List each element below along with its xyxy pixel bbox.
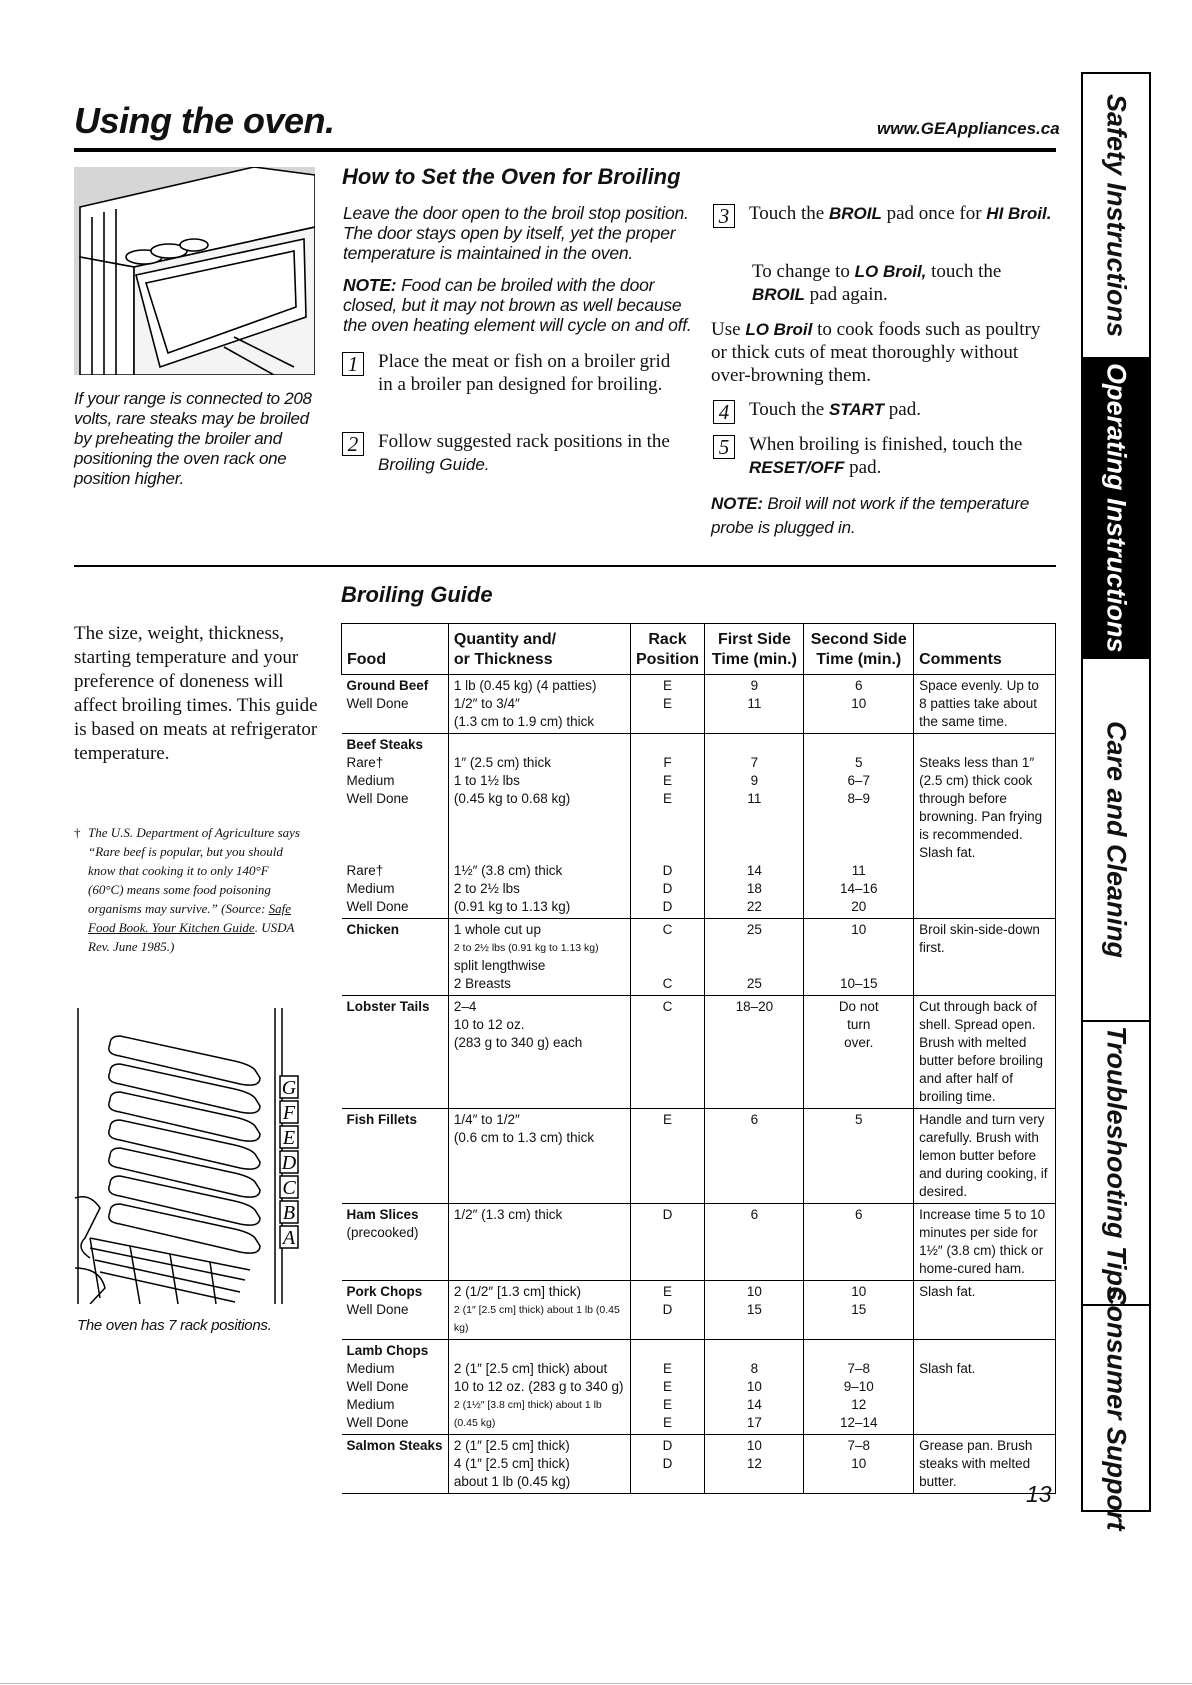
first-side-time: 7: [750, 755, 759, 770]
door-note: [343, 275, 693, 335]
step-text-part: Touch the: [749, 203, 829, 224]
quantity: 2 (1″ [2.5 cm] thick): [453, 1438, 570, 1453]
rack-position: E: [662, 1284, 672, 1299]
doneness: Well Done: [346, 791, 409, 806]
quantity: 2 to 2½ lbs (0.91 kg to 1.13 kg): [453, 942, 599, 954]
quantity: 1/4″ to 1/2″: [453, 1112, 520, 1127]
caption-208-volts: If your range is connected to 208 volts, rare steaks may be broiled by preheating the broiler and positioning the oven rack one position higher.: [74, 389, 312, 488]
website-link[interactable]: www.GEAppliances.ca: [877, 119, 1060, 138]
table-row: [342, 1109, 1056, 1204]
hi-broil-label: HI Broil.: [986, 204, 1052, 223]
doneness: Well Done: [346, 1302, 409, 1317]
tab-label: Safety Instructions: [1101, 93, 1132, 338]
second-side-time: 14–16: [839, 881, 878, 896]
probe-note: [711, 492, 1056, 540]
second-side-time: turn: [847, 1017, 871, 1032]
tab-operating-instructions[interactable]: [1083, 359, 1149, 659]
table-row: [342, 675, 1056, 734]
col-header-rack: Rack Position: [630, 624, 705, 675]
broil-pad-label: BROIL: [752, 285, 805, 304]
first-side-time: 11: [747, 791, 762, 806]
tab-label: Care and Cleaning: [1101, 720, 1132, 959]
comments: Broil skin-side-down first.: [914, 919, 1056, 996]
second-side-time: 6: [804, 1204, 914, 1281]
broiling-intro-text: The size, weight, thickness, starting temperature and your preference of doneness will affect broiling times. This guide is based on meats at refrigerator temperature.: [74, 623, 318, 764]
second-side-time: 6–7: [847, 773, 870, 788]
tab-troubleshooting-tips[interactable]: [1083, 1022, 1149, 1306]
doneness: Medium: [346, 1361, 395, 1376]
food-name: Salmon Steaks: [346, 1438, 443, 1453]
tab-label: Troubleshooting Tips: [1101, 1025, 1132, 1301]
second-side-time: over.: [844, 1035, 874, 1050]
second-side-time: 7–8: [847, 1438, 870, 1453]
quantity: 2 (1½″ [3.8 cm] thick) about 1 lb (0.45 kg): [453, 1399, 602, 1429]
doneness: Medium: [346, 881, 395, 896]
quantity: 1/2″ (1.3 cm) thick: [448, 1204, 630, 1281]
first-side-time: 10: [746, 1379, 762, 1394]
doneness: Well Done: [346, 1415, 409, 1430]
lo-broil-change: [752, 260, 1052, 306]
rack-position: D: [662, 1456, 673, 1471]
section-divider: [74, 565, 1056, 567]
first-side-time: 18: [746, 881, 762, 896]
second-side-time: Do not: [838, 999, 879, 1014]
broiling-guide-heading: Broiling Guide: [341, 582, 493, 607]
second-side-time: 10: [851, 696, 867, 711]
step-text-part: Follow suggested rack positions in the: [378, 431, 670, 452]
quantity: (1.3 cm to 1.9 cm) thick: [453, 714, 595, 729]
quantity: 2 (1″ [2.5 cm] thick) about 1 lb (0.45 kg): [453, 1304, 620, 1334]
first-side-time: 25: [746, 976, 762, 991]
table-header-row: [342, 624, 1056, 675]
door-instruction: Leave the door open to the broil stop position. The door stays open by itself, yet the proper temperature is maintained in the oven.: [343, 203, 689, 263]
first-side-time: 18–20: [705, 996, 804, 1109]
second-side-time: 10: [851, 922, 867, 937]
doneness: Well Done: [346, 696, 409, 711]
oven-door-illustration: [74, 167, 315, 375]
first-side-time: 12: [746, 1456, 762, 1471]
table-row: [342, 996, 1056, 1109]
first-side-time: 15: [746, 1302, 762, 1317]
second-side-time: 10–15: [839, 976, 878, 991]
step-text-part: pad once for: [881, 203, 987, 224]
doneness: Medium: [346, 773, 395, 788]
first-side-time: 11: [747, 696, 762, 711]
rack-letter: E: [282, 1127, 296, 1149]
doneness: Rare†: [346, 755, 384, 770]
text-part: To change to: [752, 261, 855, 282]
second-side-time: 12–14: [839, 1415, 878, 1430]
doneness: Well Done: [346, 899, 409, 914]
quantity: 1/2″ to 3/4″: [453, 696, 520, 711]
rack-position: C: [630, 996, 705, 1109]
step-text: Place the meat or fish on a broiler grid in a broiler pan designed for broiling.: [378, 351, 671, 395]
first-side-time: 8: [750, 1361, 759, 1376]
broiling-guide-ref: Broiling Guide.: [378, 455, 490, 474]
table-row: [342, 1340, 1056, 1435]
rack-position: E: [662, 1361, 672, 1376]
reset-off-pad-label: RESET/OFF: [749, 458, 845, 477]
page-title: Using the oven.: [74, 100, 335, 141]
table-row: [342, 1281, 1056, 1340]
step-number: 1: [342, 352, 364, 376]
quantity: (0.91 kg to 1.13 kg): [453, 899, 571, 914]
rack-letter: G: [281, 1077, 297, 1099]
quantity: 1½″ (3.8 cm) thick: [453, 863, 563, 878]
first-side-time: 9: [750, 678, 759, 693]
col-header-food: Food: [342, 624, 449, 675]
rack-position: D: [630, 1204, 705, 1281]
step-5: [713, 433, 1058, 479]
step-number: 5: [713, 435, 735, 459]
first-side-time: 22: [746, 899, 762, 914]
tab-label: Operating Instructions: [1101, 363, 1132, 653]
col-header-comments: Comments: [914, 624, 1056, 675]
second-side-time: 20: [851, 899, 867, 914]
note-text: Food can be broiled with the door closed, but it may not brown as well because the oven heating element will cycle on and off.: [343, 275, 692, 335]
comments: Handle and turn very carefully. Brush with lemon butter before and during cooking, if desired.: [914, 1109, 1056, 1204]
second-side-time: 10: [851, 1456, 867, 1471]
second-side-time: 5: [804, 1109, 914, 1204]
tab-safety-instructions[interactable]: [1083, 74, 1149, 359]
usda-footnote: [74, 823, 304, 956]
doneness: Well Done: [346, 1379, 409, 1394]
second-side-time: 5: [854, 755, 863, 770]
quantity: 1″ (2.5 cm) thick: [453, 755, 551, 770]
rack-position: D: [662, 1438, 673, 1453]
table-row: [342, 734, 1056, 919]
quantity: 1 whole cut up: [453, 922, 541, 937]
comments: Space evenly. Up to 8 patties take about the same time.: [914, 675, 1056, 734]
how-to-broil-heading: How to Set the Oven for Broiling: [342, 164, 681, 189]
quantity: (0.6 cm to 1.3 cm) thick: [453, 1130, 595, 1145]
lo-broil-usage: [711, 318, 1056, 387]
comments: Steaks less than 1″ (2.5 cm) thick cook through before browning. Pan frying is recommended. Slash fat.: [919, 755, 1043, 860]
text-part: pad.: [844, 457, 882, 478]
rack-letter: D: [281, 1152, 297, 1174]
rack-position: F: [663, 755, 672, 770]
rack-position: E: [662, 678, 672, 693]
note-text: Broil will not work if the temperature probe is plugged in.: [711, 494, 1030, 537]
quantity: 2 to 2½ lbs: [453, 881, 520, 896]
broil-pad-label: BROIL: [828, 204, 882, 223]
rack-position: D: [662, 899, 673, 914]
second-side-time: 11: [851, 863, 866, 878]
food-name: Beef Steaks: [346, 737, 424, 752]
footnote-text: The U.S. Department of Agriculture says “Rare beef is popular, but you should know that cooking it to only 140°F (60°C) means some food poisoning organisms may survive.” (Source:: [88, 825, 300, 916]
tab-care-and-cleaning[interactable]: [1083, 659, 1149, 1022]
step-text: [749, 202, 1051, 228]
text-part: to cook foods such as poultry or thick cuts of meat thoroughly without over-browning them.: [711, 319, 1041, 386]
rack-positions-caption: The oven has 7 rack positions.: [77, 1317, 272, 1334]
rack-position: E: [630, 1109, 705, 1204]
food-name: Chicken: [346, 922, 400, 937]
lo-broil-label: LO Broil,: [854, 262, 927, 281]
step-text: [749, 433, 1058, 479]
quantity: 4 (1″ [2.5 cm] thick): [453, 1456, 570, 1471]
quantity: 2 (1/2″ [1.3 cm] thick): [453, 1284, 581, 1299]
quantity: split lengthwise: [453, 958, 546, 973]
quantity: 10 to 12 oz.: [453, 1017, 525, 1032]
doneness: Medium: [346, 1397, 395, 1412]
rack-letter: F: [282, 1102, 296, 1124]
step-text: [749, 398, 921, 424]
dagger-mark: †: [74, 825, 81, 840]
col-header-second-side: Second Side Time (min.): [804, 624, 914, 675]
first-side-time: 6: [705, 1204, 804, 1281]
food-name: Fish Fillets: [346, 1112, 418, 1127]
rack-position: C: [662, 922, 673, 937]
rack-position: D: [662, 881, 673, 896]
step-2: [342, 430, 682, 476]
comments: Slash fat.: [914, 1281, 1056, 1340]
text-part: Use: [711, 319, 746, 340]
comments: Grease pan. Brush steaks with melted butter.: [914, 1435, 1056, 1494]
col-header-quantity: Quantity and/ or Thickness: [448, 624, 630, 675]
start-pad-label: START: [828, 400, 885, 419]
quantity: 10 to 12 oz. (283 g to 340 g): [453, 1379, 624, 1394]
food-name: Pork Chops: [346, 1284, 423, 1299]
comments: Slash fat.: [919, 1361, 976, 1376]
second-side-time: 8–9: [847, 791, 870, 806]
broiling-guide-table: [341, 623, 1056, 1494]
page-bottom-edge: [0, 1683, 1192, 1684]
table-row: [342, 1435, 1056, 1494]
rack-letter: A: [282, 1227, 296, 1249]
header-rule: [74, 148, 1056, 152]
side-tab-nav: [1081, 72, 1151, 1531]
text-part: Touch the: [749, 399, 829, 420]
step-4: [713, 398, 1053, 424]
food-name: Ground Beef: [346, 678, 429, 693]
quantity: 1 to 1½ lbs: [453, 773, 520, 788]
rack-position: E: [662, 1397, 672, 1412]
text-part: pad.: [884, 399, 921, 420]
text-part: When broiling is finished, touch the: [749, 434, 1023, 455]
quantity: 1 lb (0.45 kg) (4 patties): [453, 678, 597, 693]
comments: Increase time 5 to 10 minutes per side for 1½″ (3.8 cm) thick or home-cured ham.: [914, 1204, 1056, 1281]
step-number: 4: [713, 400, 735, 424]
first-side-time: 25: [746, 922, 762, 937]
oven-rack-illustration: [70, 1008, 310, 1304]
step-number: 3: [713, 204, 735, 228]
step-number: 2: [342, 432, 364, 456]
quantity: about 1 lb (0.45 kg): [453, 1474, 571, 1489]
table-row: [342, 1204, 1056, 1281]
text-part: touch the: [926, 261, 1002, 282]
note: (precooked): [346, 1225, 419, 1240]
first-side-time: 17: [746, 1415, 762, 1430]
first-side-time: 14: [746, 1397, 762, 1412]
second-side-time: 10: [851, 1284, 867, 1299]
rack-letter: C: [282, 1177, 296, 1199]
tab-label: Consumer Support: [1101, 1285, 1132, 1531]
step-text: [378, 430, 682, 476]
rack-position: D: [662, 863, 673, 878]
table-row: [342, 919, 1056, 996]
second-side-time: 12: [851, 1397, 867, 1412]
second-side-time: 6: [854, 678, 863, 693]
first-side-time: 9: [750, 773, 759, 788]
note-label: NOTE:: [711, 494, 763, 513]
note-label: NOTE:: [343, 275, 397, 295]
food-name: Lamb Chops: [346, 1343, 429, 1358]
lo-broil-label: LO Broil: [745, 320, 813, 339]
second-side-time: 15: [851, 1302, 867, 1317]
rack-position: D: [662, 1302, 673, 1317]
step-1: [342, 350, 682, 396]
text-part: pad again.: [804, 284, 888, 305]
second-side-time: 9–10: [843, 1379, 874, 1394]
rack-position: E: [662, 791, 672, 806]
col-header-first-side: First Side Time (min.): [705, 624, 804, 675]
rack-position: E: [662, 773, 672, 788]
first-side-time: 10: [746, 1284, 762, 1299]
doneness: Rare†: [346, 863, 384, 878]
food-name: Ham Slices: [346, 1207, 419, 1222]
tab-consumer-support[interactable]: [1083, 1285, 1149, 1531]
quantity: 2–4: [453, 999, 477, 1014]
rack-position: E: [662, 696, 672, 711]
quantity: (0.45 kg to 0.68 kg): [453, 791, 571, 806]
second-side-time: 7–8: [847, 1361, 870, 1376]
quantity: (283 g to 340 g) each: [453, 1035, 583, 1050]
page-number: 13: [1026, 1481, 1052, 1507]
step-3: [713, 202, 1053, 228]
comments: Cut through back of shell. Spread open. Brush with melted butter before broiling and after half of broiling time.: [914, 996, 1056, 1109]
first-side-time: 6: [705, 1109, 804, 1204]
footnote-text: . USDA Rev. June 1985.): [88, 920, 295, 954]
footnote-source: Safe Food Book. Your Kitchen Guide: [88, 901, 292, 935]
rack-position: E: [662, 1379, 672, 1394]
first-side-time: 10: [746, 1438, 762, 1453]
rack-position: C: [662, 976, 673, 991]
first-side-time: 14: [746, 863, 762, 878]
rack-letter: B: [282, 1202, 296, 1224]
rack-position: E: [662, 1415, 672, 1430]
food-name: Lobster Tails: [346, 999, 430, 1014]
quantity: 2 (1″ [2.5 cm] thick) about: [453, 1361, 608, 1376]
quantity: 2 Breasts: [453, 976, 511, 991]
